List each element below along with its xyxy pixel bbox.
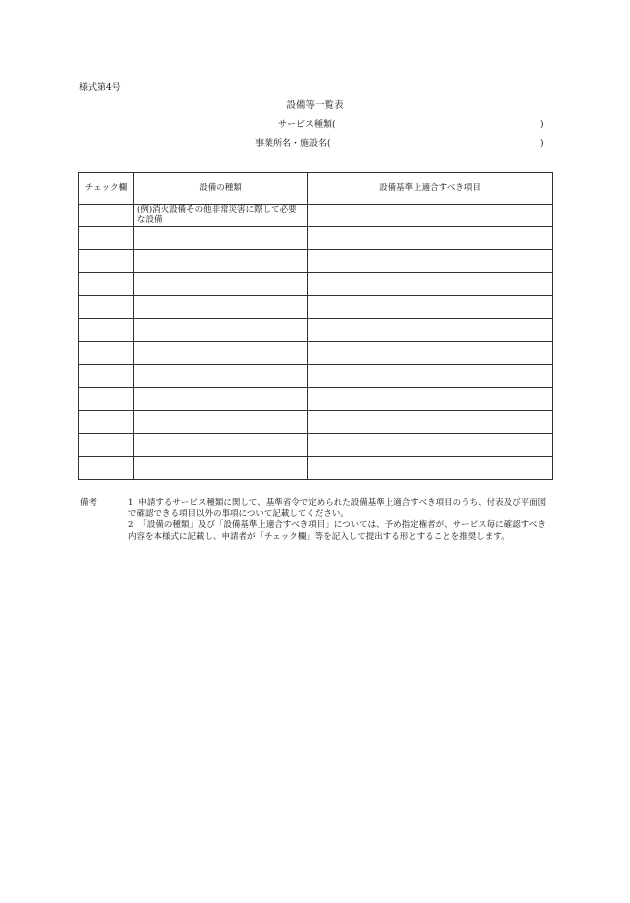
cell-equipment-type[interactable] [134,250,308,273]
cell-criteria[interactable] [308,434,553,457]
table-row [79,227,553,250]
table-row [79,296,553,319]
table-row [79,319,553,342]
cell-check[interactable] [79,457,134,480]
table-header-row [79,173,553,205]
service-type-close-paren: ) [540,120,544,130]
remark-number: 1 [128,498,134,508]
cell-check[interactable] [79,411,134,434]
cell-criteria[interactable] [308,388,553,411]
remark-text: 申請するサービス種類に関して、基準省令で定められた設備基準上適合すべき項目のうち、付表及び平面図で確認できる項目以外の事項について記載してください。 [128,498,547,520]
document-title: 設備等一覧表 [286,100,344,111]
service-type-label: サービス種類( [278,120,336,130]
table-row [79,411,553,434]
cell-equipment-type[interactable] [134,273,308,296]
example-equipment-text: (例)消火設備その他非常災害に際して必要な設備 [137,204,297,225]
office-name-label: 事業所名・施設名( [255,139,331,149]
cell-check[interactable] [79,205,134,227]
cell-check[interactable] [79,319,134,342]
office-name-close-paren: ) [540,139,544,149]
cell-criteria[interactable] [308,250,553,273]
cell-equipment-type[interactable] [134,227,308,250]
cell-equipment-type[interactable] [134,205,308,227]
cell-equipment-type[interactable] [134,365,308,388]
cell-equipment-type[interactable] [134,388,308,411]
cell-criteria[interactable] [308,273,553,296]
table-row-example [79,205,553,227]
cell-check[interactable] [79,388,134,411]
remark-number: 2 [128,520,134,531]
remark-text: 「設備の種類」及び「設備基準上適合すべき項目」については、予め指定権者が、サービス毎に確認すべき内容を本様式に記載し、申請者が「チェック欄」等を記入して提出する形とすることを推奨します。 [128,520,546,542]
cell-criteria[interactable] [308,457,553,480]
cell-check[interactable] [79,296,134,319]
cell-equipment-type[interactable] [134,457,308,480]
cell-check[interactable] [79,434,134,457]
cell-check[interactable] [79,250,134,273]
cell-equipment-type[interactable] [134,434,308,457]
header-check: チェック欄 [79,173,134,205]
table-row [79,365,553,388]
cell-criteria[interactable] [308,319,553,342]
cell-criteria[interactable] [308,205,553,227]
remarks-label: 備考 [80,498,98,508]
cell-check[interactable] [79,365,134,388]
header-equipment-type: 設備の種類 [134,173,308,205]
table-row [79,388,553,411]
remark-item [128,520,553,542]
table-row [79,250,553,273]
table-row [79,457,553,480]
cell-equipment-type[interactable] [134,342,308,365]
cell-check[interactable] [79,273,134,296]
cell-criteria[interactable] [308,342,553,365]
table-row [79,342,553,365]
remarks-block [128,498,553,543]
table-row [79,273,553,296]
cell-equipment-type[interactable] [134,411,308,434]
cell-check[interactable] [79,342,134,365]
cell-criteria[interactable] [308,296,553,319]
cell-criteria[interactable] [308,227,553,250]
header-criteria: 設備基準上適合すべき項目 [308,173,553,205]
cell-equipment-type[interactable] [134,296,308,319]
cell-check[interactable] [79,227,134,250]
remark-item [128,498,553,520]
cell-equipment-type[interactable] [134,319,308,342]
form-number: 様式第4号 [79,83,121,93]
table-row [79,434,553,457]
equipment-table [78,172,553,480]
cell-criteria[interactable] [308,365,553,388]
cell-criteria[interactable] [308,411,553,434]
